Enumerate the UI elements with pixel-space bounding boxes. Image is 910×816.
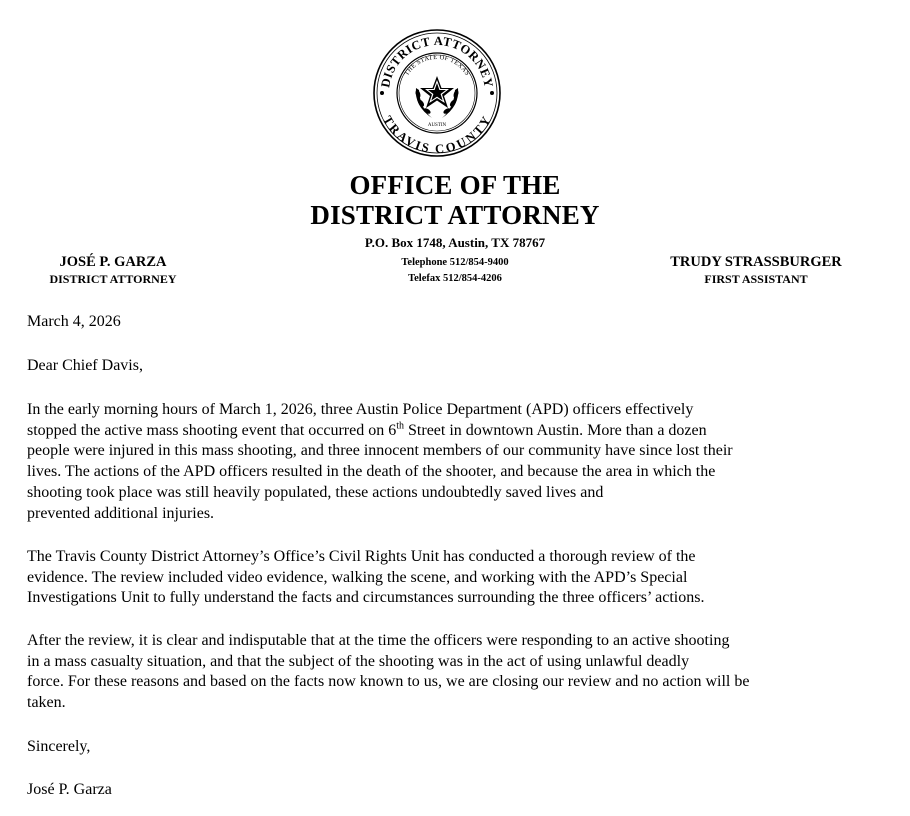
paragraph-review [27,547,877,609]
svg-text:THE STATE OF TEXAS [403,54,470,77]
district-attorney-title: DISTRICT ATTORNEY [49,272,177,286]
paragraph-line: force. For these reasons and based on the facts now known to us, we are closing our review and no action will be [27,673,750,691]
paragraph-conclusion [27,631,877,714]
telephone: Telephone 512/854-9400 [401,257,509,268]
office-title-line1: OFFICE OF THE [349,170,561,200]
office-title [0,170,910,230]
office-title-line2: DISTRICT ATTORNEY [310,200,600,230]
paragraph-line: people were injured in this mass shooting, and three innocent members of our community have since lost their [27,442,733,460]
letter-date: March 4, 2026 [27,313,121,330]
paragraph-incident [27,400,877,524]
paragraph-line: In the early morning hours of March 1, 2026, three Austin Police Department (APD) officers effectively [27,401,694,418]
superscript: th [396,420,405,432]
first-assistant-block [640,253,872,287]
paragraph-line [27,421,877,442]
first-assistant-name: TRUDY STRASSBURGER [670,254,842,270]
telefax: Telefax 512/854-4206 [408,273,502,284]
paragraph-line: in a mass casualty situation, and that the subject of the shooting was in the act of using unlawful deadly [27,652,690,670]
travis-county-da-seal [372,28,502,158]
paragraph-line: lives. The actions of the APD officers resulted in the death of the shooter, and because the area in which the [27,463,716,481]
seal-outer-top-text: DISTRICT ATTORNEY [378,33,496,89]
paragraph-line: shooting took place was still heavily populated, these actions undoubtedly saved lives and [27,483,604,501]
paragraph-line: After the review, it is clear and indisputable that at the time the officers were responding to an active shooting [27,632,730,649]
seal-inner-top-text: THE STATE OF TEXAS [403,53,471,78]
signer-name: José P. Garza [27,781,112,798]
district-attorney-name: JOSÉ P. GARZA [59,254,167,270]
seal-inner-bottom-text: AUSTIN [427,123,447,128]
paragraph-line: The Travis County District Attorney’s Office’s Civil Rights Unit has conducted a thorough review of the [27,548,696,565]
salutation: Dear Chief Davis, [27,357,143,374]
paragraph-line: evidence. The review included video evidence, walking the scene, and working with the APD’s Special [27,568,688,586]
paragraph-line: taken. [27,694,66,712]
closing: Sincerely, [27,738,91,755]
line-text: stopped the active mass shooting event that occurred on 6 [27,421,397,439]
paragraph-line: prevented additional injuries. [27,504,215,522]
office-address: P.O. Box 1748, Austin, TX 78767 [364,235,546,250]
svg-text:TRAVIS COUNTY [380,113,493,156]
paragraph-line: Investigations Unit to fully understand the facts and circumstances surrounding the three officers’ actions. [27,589,705,607]
line-text: Street in downtown Austin. More than a dozen [404,421,707,439]
first-assistant-title: FIRST ASSISTANT [704,272,808,286]
seal-outer-bottom-text: TRAVIS COUNTY [380,113,494,156]
district-attorney-block [28,253,198,287]
